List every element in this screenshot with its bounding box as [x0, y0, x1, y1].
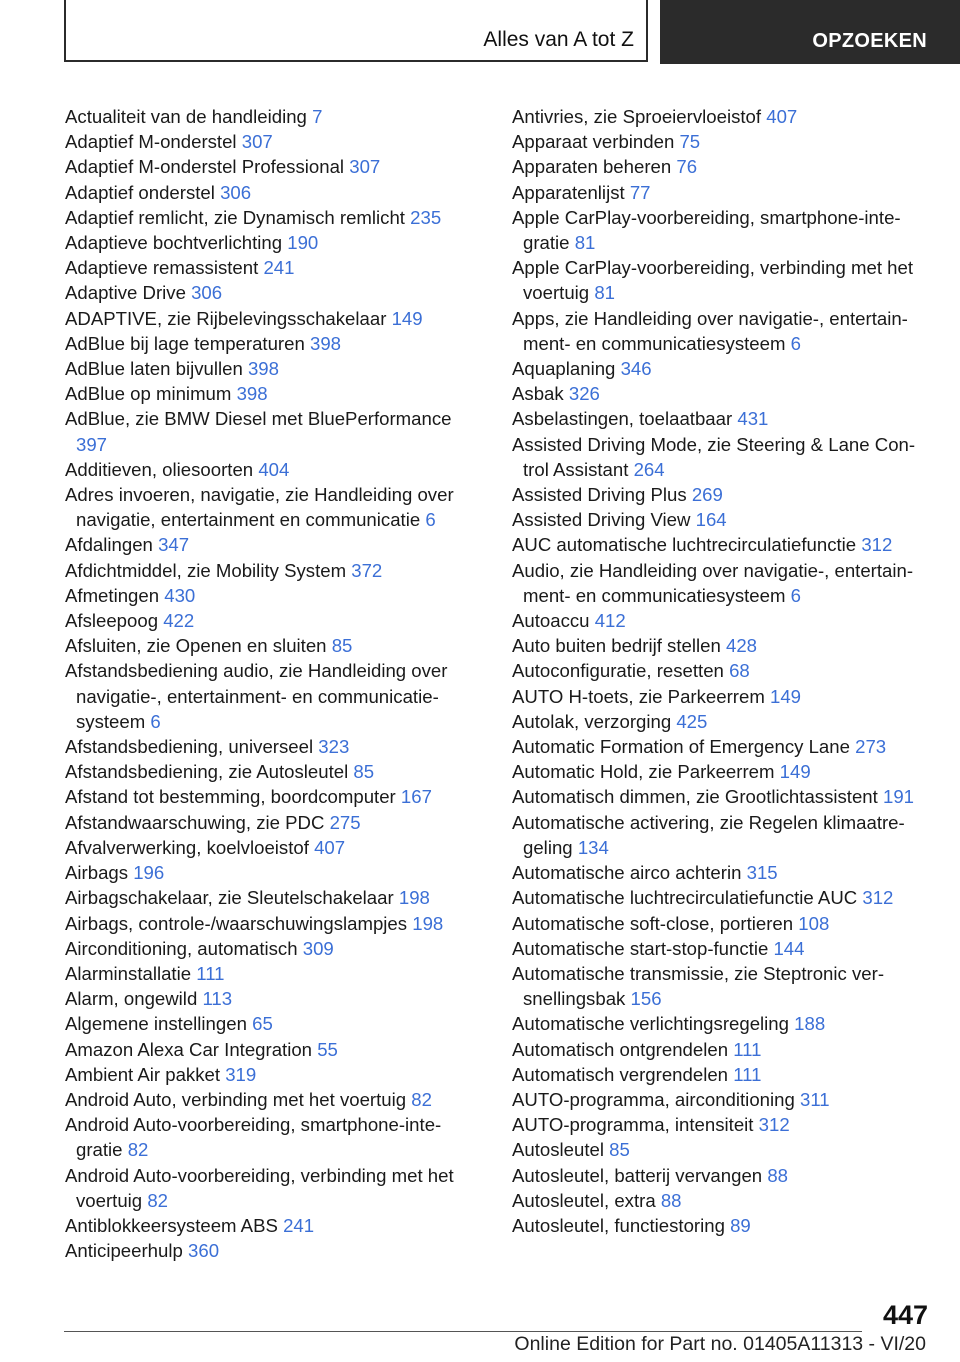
index-entry: [65, 885, 475, 910]
index-entry: [65, 129, 475, 154]
index-entry-text: Automatische verlichtingsregeling: [512, 1013, 789, 1035]
index-entry: [65, 180, 475, 205]
index-entry: [512, 205, 932, 255]
index-entry-text: Automatic Hold, zie Parkeerrem: [512, 761, 775, 783]
index-entry-text: Autosleutel, extra: [512, 1189, 656, 1211]
index-entry-page-link[interactable]: 85: [331, 635, 353, 657]
index-entry: [512, 658, 932, 683]
index-entry-text: Afstandwaarschuwing, zie PDC: [65, 811, 325, 833]
index-entry-page-link[interactable]: 398: [236, 383, 268, 405]
index-entry-page-link[interactable]: 235: [410, 206, 442, 228]
index-entry: [512, 406, 932, 431]
index-entry-page-link[interactable]: 326: [568, 383, 600, 405]
index-entry: [512, 532, 932, 557]
index-entry-page-link[interactable]: 309: [302, 937, 334, 959]
index-entry: [65, 1163, 475, 1213]
index-entry-text: Autosleutel, batterij vervangen: [512, 1164, 763, 1186]
index-entry-page-link[interactable]: 144: [773, 937, 805, 959]
index-entry: [65, 658, 475, 734]
index-entry-text: Additieven, oliesoorten: [65, 458, 254, 480]
index-entry-text: AdBlue op minimum: [65, 383, 232, 405]
index-entry-text: AUTO-programma, airconditioning: [512, 1088, 795, 1110]
index-entry-page-link[interactable]: 273: [855, 736, 887, 758]
index-entry-page-link[interactable]: 275: [329, 811, 361, 833]
index-entry-text: AUTO-programma, intensiteit: [512, 1114, 754, 1136]
index-entry-text: AUC automatische luchtrecirculatiefunctie: [512, 534, 857, 556]
index-entry-page-link[interactable]: 149: [779, 761, 811, 783]
index-entry-page-link[interactable]: 75: [679, 131, 701, 153]
index-entry-page-link[interactable]: 306: [191, 282, 223, 304]
index-entry-page-link[interactable]: 89: [730, 1214, 751, 1236]
index-entry: [65, 734, 475, 759]
index-entry-page-link[interactable]: 311: [799, 1088, 830, 1110]
index-entry-text: Adaptief onderstel: [65, 181, 215, 203]
index-entry-text: Asbelastingen, toelaatbaar: [512, 408, 733, 430]
index-entry-text: Automatisch vergrendelen: [512, 1063, 729, 1085]
index-entry-text: AdBlue, zie BMW Diesel met BluePerformance: [65, 408, 452, 430]
index-entry-text: Autoaccu: [512, 610, 590, 632]
index-entry: [512, 1112, 932, 1137]
index-entry-text: Android Auto, verbinding met het voertuig: [65, 1088, 407, 1110]
index-entry-text: Autosleutel: [512, 1139, 604, 1161]
index-entry-text: Adaptieve remassistent: [65, 257, 259, 279]
index-entry: [512, 255, 932, 305]
index-entry-page-link[interactable]: 198: [412, 912, 444, 934]
index-entry-text: Automatische transmissie, zie Steptronic versnellingsbak: [512, 962, 885, 1010]
index-entry: [65, 230, 475, 255]
index-entry-page-link[interactable]: 111: [733, 1038, 762, 1060]
index-entry: [512, 104, 932, 129]
index-entry: [512, 608, 932, 633]
index-entry: [512, 306, 932, 356]
index-entry: [65, 961, 475, 986]
index-entry-page-link[interactable]: 82: [127, 1139, 149, 1161]
index-entry: [65, 154, 475, 179]
index-entry-page-link[interactable]: 6: [790, 332, 801, 354]
index-entry-page-link[interactable]: 407: [766, 106, 798, 127]
index-entry-text: Audio, zie Handleiding over navigatie-, entertainment- en communicatiesysteem: [512, 559, 914, 606]
index-entry-text: Actualiteit van de handleiding: [65, 106, 307, 127]
index-entry-text: Airconditioning, automatisch: [65, 937, 298, 959]
index-entry: [512, 180, 932, 205]
index-entry: [512, 885, 932, 910]
index-entry-page-link[interactable]: 241: [283, 1214, 315, 1236]
index-entry: [65, 810, 475, 835]
index-entry-page-link[interactable]: 315: [746, 862, 778, 884]
index-entry: [65, 280, 475, 305]
index-entry: [65, 583, 475, 608]
index-entry: [65, 1037, 475, 1062]
index-entry: [65, 482, 475, 532]
index-entry: [65, 860, 475, 885]
index-entry-page-link[interactable]: 196: [133, 862, 165, 884]
index-entry-page-link[interactable]: 7: [312, 106, 323, 127]
index-entry: [512, 482, 932, 507]
index-entry-page-link[interactable]: 6: [425, 509, 436, 531]
index-entry-text: AUTO H-toets, zie Parkeerrem: [512, 685, 765, 707]
index-entry-page-link[interactable]: 372: [351, 559, 383, 581]
index-entry-page-link[interactable]: 81: [594, 282, 616, 304]
index-entry-page-link[interactable]: 398: [309, 332, 342, 354]
index-entry-page-link[interactable]: 360: [188, 1240, 220, 1262]
index-entry-text: Automatische luchtrecirculatiefunctie AUC: [512, 887, 858, 909]
index-entry-page-link[interactable]: 347: [158, 534, 190, 556]
index-entry: [512, 759, 932, 784]
index-entry: [512, 810, 932, 860]
index-entry: [65, 104, 475, 129]
index-entry: [512, 936, 932, 961]
index-entry: [65, 936, 475, 961]
index-entry-page-link[interactable]: 425: [676, 710, 708, 732]
index-entry-page-link[interactable]: 264: [633, 458, 665, 480]
index-entry: [512, 1213, 932, 1238]
footer-divider: [64, 1331, 862, 1332]
index-entry-page-link[interactable]: 108: [798, 912, 830, 934]
index-entry: [65, 306, 475, 331]
index-entry-page-link[interactable]: 134: [577, 836, 609, 858]
index-entry-text: Afdalingen: [65, 534, 153, 556]
index-entry-text: Asbak: [512, 383, 564, 405]
index-entry-page-link[interactable]: 269: [691, 484, 723, 506]
index-entry: [512, 558, 932, 608]
index-entry-page-link[interactable]: 164: [695, 509, 727, 531]
index-entry-page-link[interactable]: 306: [220, 181, 252, 203]
index-entry-page-link[interactable]: 188: [794, 1013, 826, 1035]
index-entry-page-link[interactable]: 323: [318, 736, 350, 758]
index-entry-text: AdBlue laten bijvullen: [65, 358, 243, 380]
index-entry-page-link[interactable]: 149: [769, 685, 802, 707]
index-entry: [65, 986, 475, 1011]
index-entry-text: Afmetingen: [65, 584, 160, 606]
index-entry-page-link[interactable]: 412: [594, 610, 626, 632]
index-entry: [65, 759, 475, 784]
index-entry-page-link[interactable]: 85: [609, 1139, 630, 1161]
index-entry-text: ADAPTIVE, zie Rijbelevingsschakelaar: [65, 307, 387, 329]
index-entry: [65, 1238, 475, 1263]
index-entry-page-link[interactable]: 398: [247, 358, 279, 380]
index-entry-text: Assisted Driving Mode, zie Steering & Lane Control Assistant: [512, 433, 916, 480]
index-entry-text: Autoconfiguratie, resetten: [512, 660, 724, 682]
index-entry-text: Ambient Air pakket: [65, 1063, 221, 1085]
index-entry: [512, 734, 932, 759]
index-entry-page-link[interactable]: 397: [76, 433, 108, 455]
index-entry: [65, 205, 475, 230]
index-entry-text: Afvalverwerking, koelvloeistof: [65, 836, 309, 858]
index-entry: [65, 911, 475, 936]
index-entry-text: Apps, zie Handleiding over navigatie-, entertainment- en communicatiesysteem: [512, 307, 908, 354]
index-entry-text: Automatisch dimmen, zie Grootlichtassistent: [512, 786, 878, 808]
index-entry-text: Adres invoeren, navigatie, zie Handleiding over navigatie, entertainment en communicatie: [65, 484, 454, 531]
index-entry: [65, 784, 475, 809]
index-entry-page-link[interactable]: 431: [737, 408, 769, 430]
index-entry-page-link[interactable]: 149: [391, 307, 423, 329]
index-entry-text: Adaptieve bochtverlichting: [65, 232, 283, 254]
index-entry-text: Automatisch ontgrendelen: [512, 1038, 729, 1060]
index-entry-text: Adaptief M-onderstel Professional: [65, 156, 345, 178]
index-entry: [65, 1062, 475, 1087]
index-entry-text: Auto buiten bedrijf stellen: [512, 635, 721, 657]
index-entry-text: Android Auto-voorbereiding, verbinding met het voertuig: [65, 1164, 454, 1211]
index-entry: [512, 784, 932, 809]
index-entry-text: Airbags: [65, 862, 129, 884]
index-entry-page-link[interactable]: 428: [725, 635, 758, 657]
index-entry-page-link[interactable]: 55: [317, 1038, 338, 1060]
index-entry-page-link[interactable]: 82: [411, 1088, 432, 1110]
index-entry: [65, 1112, 475, 1162]
index-entry-page-link[interactable]: 190: [287, 232, 319, 254]
index-entry-text: AdBlue bij lage temperaturen: [65, 332, 305, 354]
index-entry: [65, 633, 475, 658]
index-entry: [65, 331, 475, 356]
index-entry-text: Apparatenlijst: [512, 181, 625, 203]
index-entry-page-link[interactable]: 6: [790, 584, 801, 606]
index-entry-text: Automatic Formation of Emergency Lane: [512, 736, 850, 758]
index-entry: [512, 129, 932, 154]
index-entry: [65, 1213, 475, 1238]
index-entry: [65, 835, 475, 860]
index-entry-text: Amazon Alexa Car Integration: [65, 1038, 313, 1060]
index-entry-page-link[interactable]: 191: [883, 786, 915, 808]
index-entry: [512, 1062, 932, 1087]
index-entry-page-link[interactable]: 85: [353, 761, 375, 783]
index-entry-page-link[interactable]: 167: [400, 786, 432, 808]
index-entry: [512, 1163, 932, 1188]
index-entry: [512, 1137, 932, 1162]
index-entry-text: Airbagschakelaar, zie Sleutelschakelaar: [65, 887, 394, 909]
index-entry-text: Aquaplaning: [512, 358, 616, 380]
index-entry: [512, 1087, 932, 1112]
index-entry-text: Automatische activering, zie Regelen klimaatregeling: [512, 811, 905, 858]
index-entry-page-link[interactable]: 77: [629, 181, 651, 203]
index-entry: [65, 1087, 475, 1112]
index-entry-text: Anticipeerhulp: [65, 1240, 183, 1262]
index-entry-text: Afsluiten, zie Openen en sluiten: [65, 635, 327, 657]
index-entry-text: Afstandsbediening, zie Autosleutel: [65, 761, 349, 783]
index-entry-text: Automatische soft-close, portieren: [512, 912, 794, 934]
index-entry-page-link[interactable]: 407: [314, 836, 346, 858]
index-entry-text: Antiblokkeersysteem ABS: [65, 1214, 278, 1236]
index-entry: [512, 911, 932, 936]
index-entry-text: Autolak, verzorging: [512, 710, 672, 732]
index-entry: [512, 1188, 932, 1213]
index-entry-page-link[interactable]: 156: [630, 988, 662, 1010]
index-entry-text: Afsleepoog: [65, 610, 159, 632]
index-entry: [65, 356, 475, 381]
index-entry: [512, 381, 932, 406]
index-entry-page-link[interactable]: 307: [349, 156, 381, 178]
page-number: 447: [882, 1300, 928, 1330]
index-entry: [512, 154, 932, 179]
index-entry-text: Afstand tot bestemming, boordcomputer: [65, 786, 396, 808]
index-entry-text: Android Auto-voorbereiding, smartphone-integratie: [65, 1114, 442, 1161]
header-tab-opzoeken[interactable]: [660, 0, 960, 64]
index-entry: [65, 457, 475, 482]
index-entry-page-link[interactable]: 319: [225, 1063, 257, 1085]
index-entry-text: Adaptive Drive: [65, 282, 186, 304]
index-entry: [512, 356, 932, 381]
index-entry-text: Airbags, controle-/waarschuwingslampjes: [65, 912, 408, 934]
index-column-left: [65, 104, 475, 1263]
section-title: Alles van A tot Z: [483, 28, 634, 51]
index-entry-page-link[interactable]: 312: [862, 887, 894, 909]
footer-edition-text: Online Edition for Part no. 01405A11313 - VI/20: [514, 1333, 926, 1355]
index-column-right: [512, 104, 932, 1238]
index-entry: [65, 558, 475, 583]
index-entry: [512, 432, 932, 482]
index-entry-page-link[interactable]: 88: [767, 1164, 788, 1186]
index-entry-page-link[interactable]: 241: [263, 257, 295, 279]
index-entry-page-link[interactable]: 88: [660, 1189, 682, 1211]
index-entry-page-link[interactable]: 113: [202, 988, 233, 1010]
index-entry-text: Afstandsbediening, universeel: [65, 736, 314, 758]
index-entry: [512, 709, 932, 734]
index-entry: [512, 684, 932, 709]
index-entry-page-link[interactable]: 346: [620, 358, 652, 380]
index-entry-text: Alarminstallatie: [65, 962, 192, 984]
index-entry-text: Apple CarPlay-voorbereiding, smartphone-integratie: [512, 206, 901, 254]
index-entry-text: Afdichtmiddel, zie Mobility System: [65, 559, 347, 581]
index-entry-text: Apple CarPlay-voorbereiding, verbinding met het voertuig: [512, 257, 914, 304]
index-entry: [512, 507, 932, 532]
index-entry: [65, 532, 475, 557]
index-entry-page-link[interactable]: 430: [164, 584, 196, 606]
index-entry-text: Adaptief M-onderstel: [65, 131, 237, 153]
index-entry-page-link[interactable]: 82: [147, 1189, 169, 1211]
index-entry-text: Algemene instellingen: [65, 1013, 247, 1035]
index-entry-text: Autosleutel, functiestoring: [512, 1214, 725, 1236]
index-entry-text: Assisted Driving Plus: [512, 484, 687, 506]
index-entry: [512, 1011, 932, 1036]
index-entry-text: Adaptief remlicht, zie Dynamisch remlicht: [65, 206, 405, 228]
index-entry-page-link[interactable]: 111: [733, 1063, 762, 1085]
index-entry-text: Antivries, zie Sproeiervloeistof: [512, 106, 762, 127]
index-entry-text: Automatische start-stop-functie: [512, 937, 769, 959]
index-entry-page-link[interactable]: 68: [729, 660, 750, 682]
index-entry: [512, 1037, 932, 1062]
index-entry: [65, 381, 475, 406]
index-entry-page-link[interactable]: 65: [252, 1013, 273, 1035]
index-entry: [512, 633, 932, 658]
index-entry-page-link[interactable]: 111: [196, 962, 225, 984]
index-entry: [65, 406, 475, 456]
index-entry: [65, 1011, 475, 1036]
index-entry: [512, 961, 932, 1011]
index-entry: [65, 608, 475, 633]
header-section-box: [64, 0, 648, 62]
index-entry-text: Apparaat verbinden: [512, 131, 675, 153]
index-entry-page-link[interactable]: 312: [861, 534, 893, 556]
index-entry-page-link[interactable]: 422: [163, 610, 195, 632]
index-entry-page-link[interactable]: 81: [574, 232, 596, 254]
index-entry-page-link[interactable]: 198: [398, 887, 430, 909]
index-entry-page-link[interactable]: 6: [150, 710, 161, 732]
index-entry: [65, 255, 475, 280]
index-entry-text: Assisted Driving View: [512, 509, 691, 531]
header-tab-label: OPZOEKEN: [812, 30, 927, 52]
index-entry-text: Apparaten beheren: [512, 156, 672, 178]
index-entry-page-link[interactable]: 312: [758, 1114, 790, 1136]
index-entry-page-link[interactable]: 404: [258, 458, 290, 480]
index-entry-text: Automatische airco achterin: [512, 862, 742, 884]
index-entry-page-link[interactable]: 76: [676, 156, 698, 178]
index-entry-text: Alarm, ongewild: [65, 988, 198, 1010]
index-entry-page-link[interactable]: 307: [241, 131, 273, 153]
index-entry: [512, 860, 932, 885]
index-entry-text: Afstandsbediening audio, zie Handleiding over navigatie-, entertainment- en communicatiesysteem: [65, 660, 448, 732]
